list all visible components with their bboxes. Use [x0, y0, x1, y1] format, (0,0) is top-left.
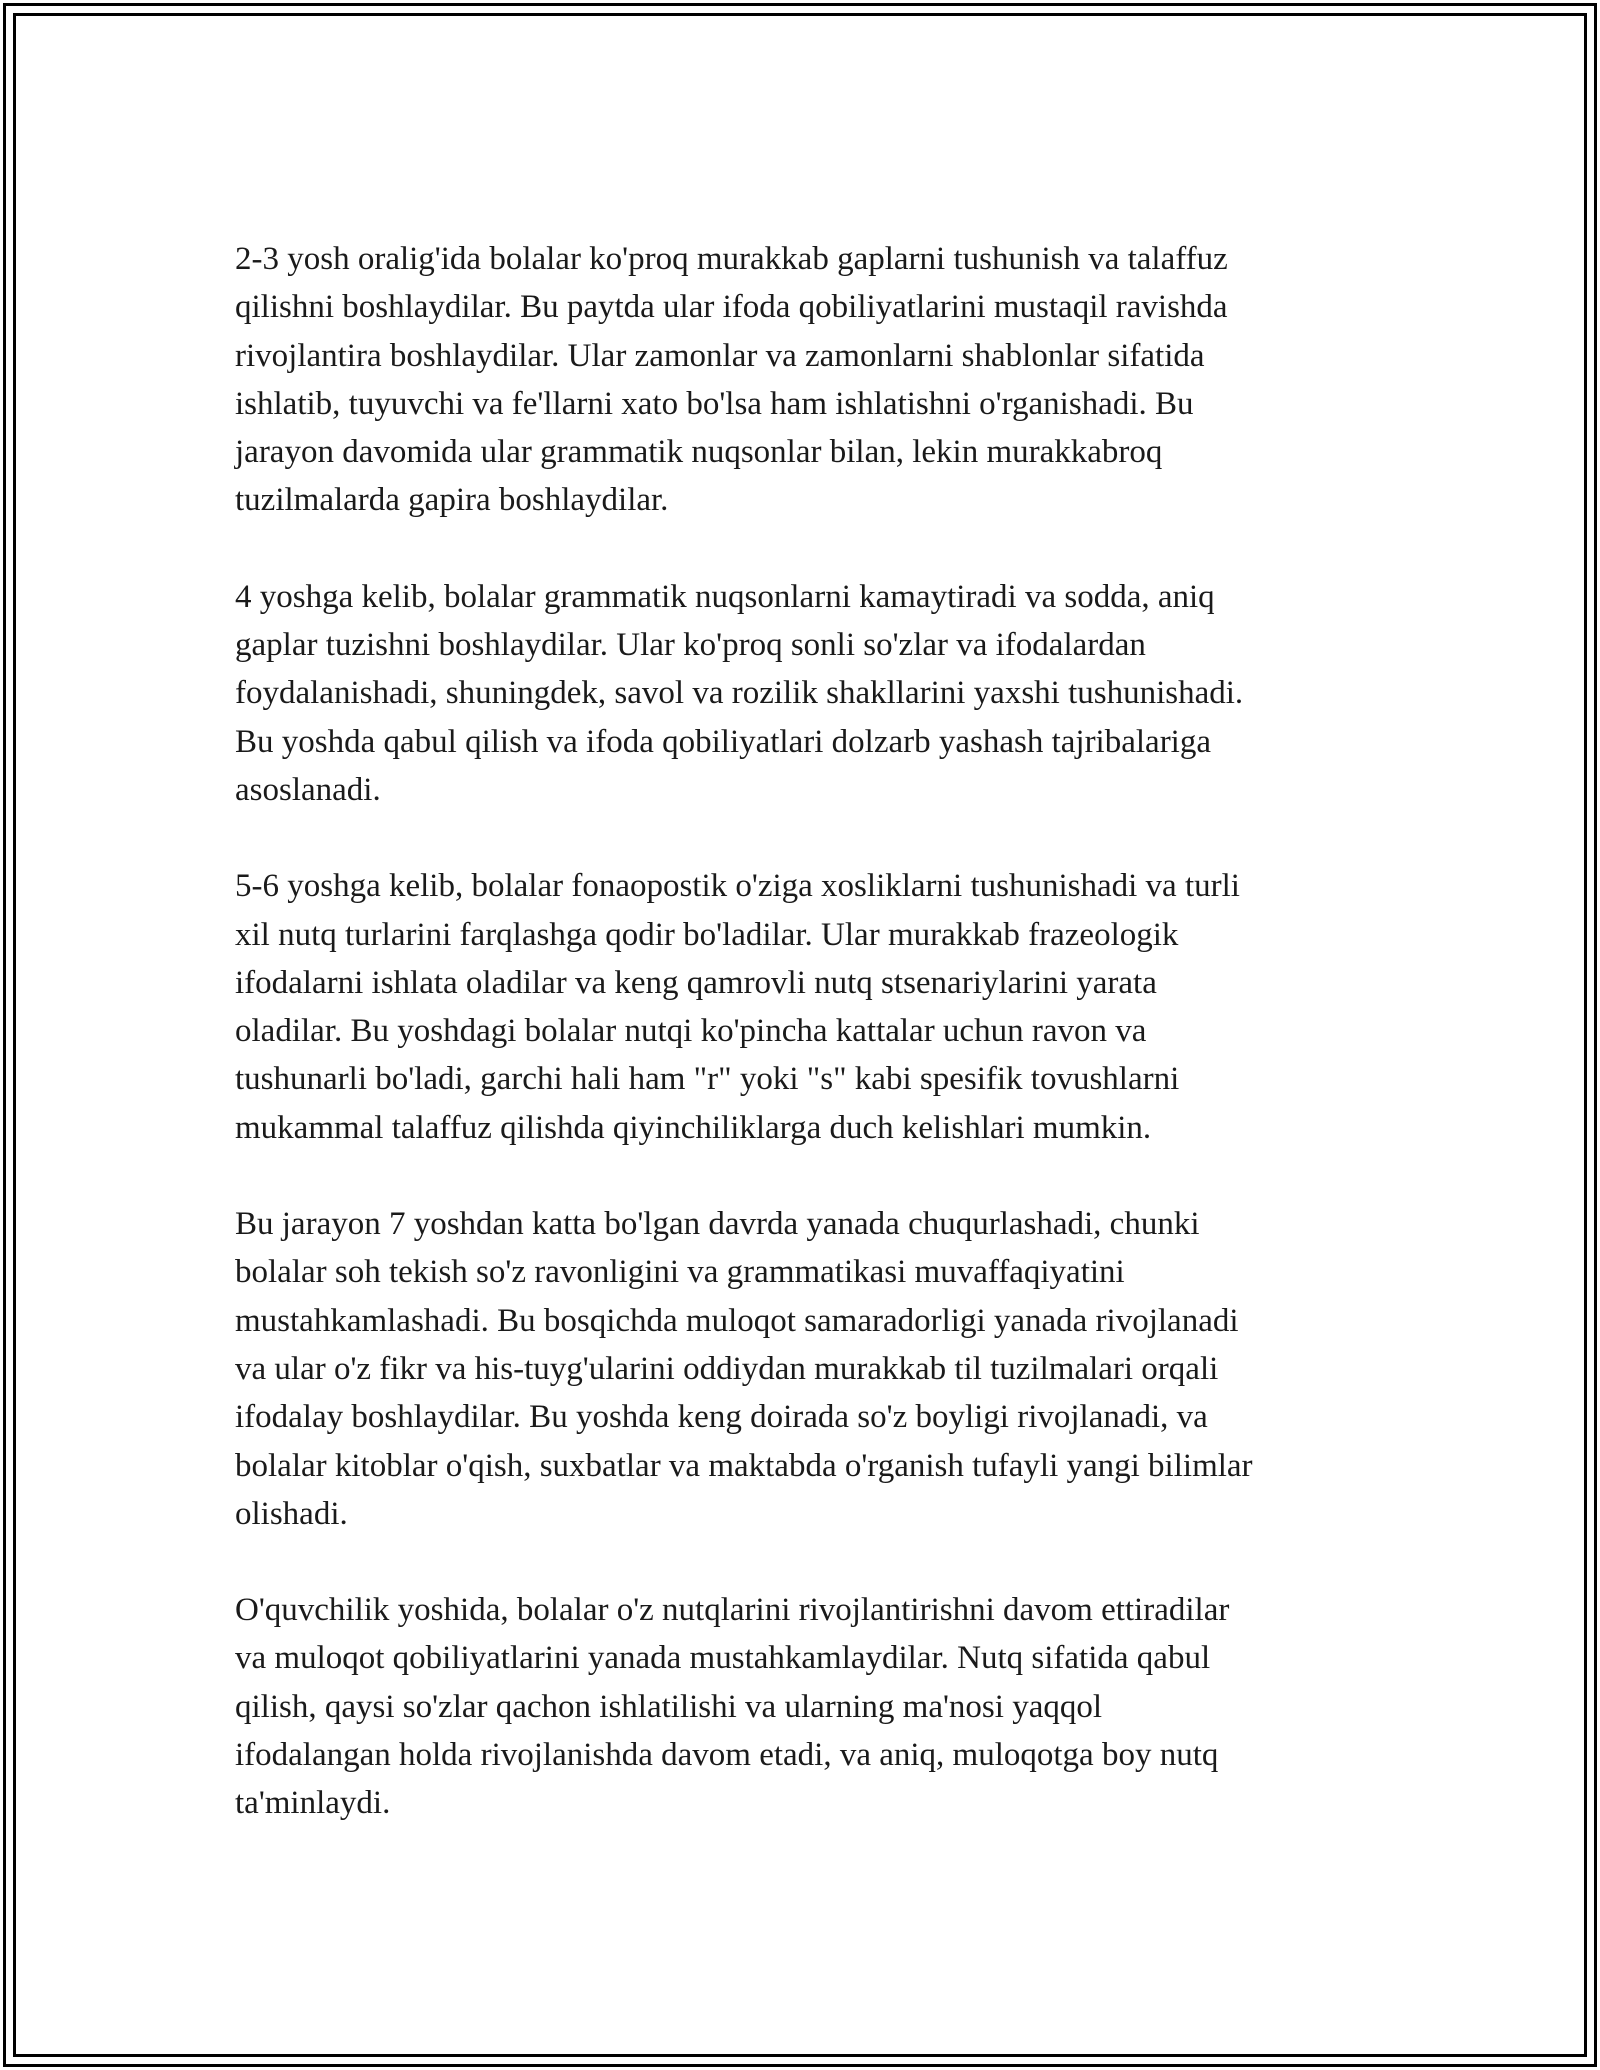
- paragraph-2: 4 yoshga kelib, bolalar grammatik nuqsonlarni kamaytiradi va sodda, aniq gaplar tuzishni boshlaydilar. Ular ko'proq sonli so'zlar va ifodalardan foydalanishadi, shuningdek, savol va rozilik shakllarini yaxshi tushunishadi. Bu yoshda qabul qilish va ifoda qobiliyatlari dolzarb yashash tajribalariga asoslanadi.: [235, 578, 1244, 808]
- paragraph-3: 5-6 yoshga kelib, bolalar fonaopostik o'ziga xosliklarni tushunishadi va turli xil nutq turlarini farqlashga qodir bo'ladilar. Ular murakkab frazeologik ifodalarni ishlata oladilar va keng qamrovli nutq stsenariylarini yarata oladilar. Bu yoshdagi bolalar nutqi ko'pincha kattalar uchun ravon va tushunarli bo'ladi, garchi hali ham "r" yoki "s" kabi spesifik tovushlarni mukammal talaffuz qilishda qiyinchiliklarga duch kelishlari mumkin.: [235, 868, 1240, 1146]
- document-body: [235, 235, 1385, 1876]
- paragraph-4: Bu jarayon 7 yoshdan katta bo'lgan davrda yanada chuqurlashadi, chunki bolalar soh tekish so'z ravonligini va grammatikasi muvaffaqiyatini mustahkamlashadi. Bu bosqichda muloqot samaradorligi yanada rivojlanadi va ular o'z fikr va his-tuyg'ularini oddiydan murakkab til tuzilmalari orqali ifodalay boshlaydilar. Bu yoshda keng doirada so'z boyligi rivojlanadi, va bolalar kitoblar o'qish, suxbatlar va maktabda o'rganish tufayli yangi bilimlar olishadi.: [235, 1206, 1253, 1532]
- paragraph-1: 2-3 yosh oralig'ida bolalar ko'proq murakkab gaplarni tushunish va talaffuz qilishni boshlaydilar. Bu paytda ular ifoda qobiliyatlarini mustaqil ravishda rivojlantira boshlaydilar. Ular zamonlar va zamonlarni shablonlar sifatida ishlatib, tuyuvchi va fe'llarni xato bo'lsa ham ishlatishni o'rganishadi. Bu jarayon davomida ular grammatik nuqsonlar bilan, lekin murakkabroq tuzilmalarda gapira boshlaydilar.: [235, 241, 1228, 519]
- paragraph-5: O'quvchilik yoshida, bolalar o'z nutqlarini rivojlantirishni davom ettiradilar va muloqot qobiliyatlarini yanada mustahkamlaydilar. Nutq sifatida qabul qilish, qaysi so'zlar qachon ishlatilishi va ularning ma'nosi yaqqol ifodalangan holda rivojlanishda davom etadi, va aniq, muloqotga boy nutq ta'minlaydi.: [235, 1592, 1230, 1822]
